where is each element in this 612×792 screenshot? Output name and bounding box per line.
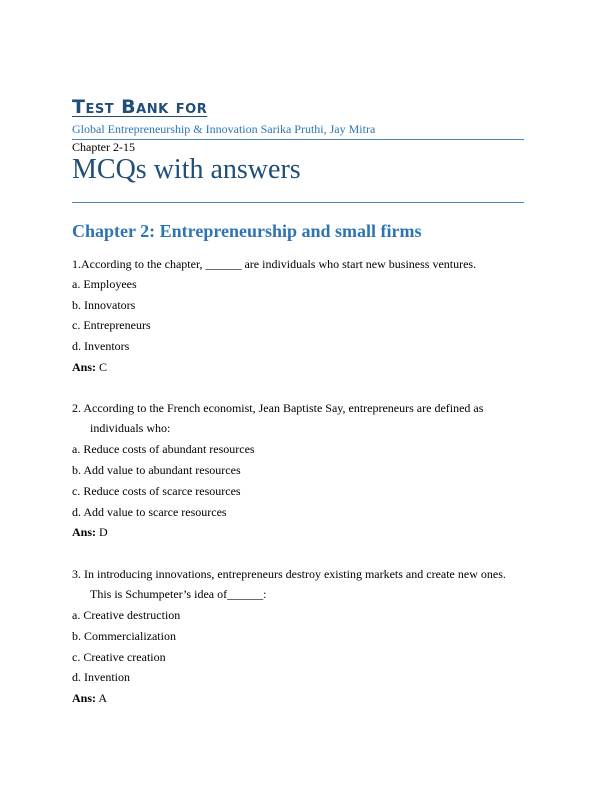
question-1-text: 1.According to the chapter, ______ are individuals who start new business ventures. [72, 257, 477, 271]
main-heading: MCQs with answers [72, 154, 301, 185]
question-1-option-c: c. Entrepreneurs [72, 318, 151, 332]
answer-value: C [99, 360, 108, 374]
heading-divider [72, 202, 524, 203]
document-title: Test Bank for [72, 96, 208, 118]
question-3-option-d: d. Invention [72, 670, 130, 684]
document-subtitle: Global Entrepreneurship & Innovation Sarika Pruthi, Jay Mitra [72, 122, 376, 136]
question-3-option-b: b. Commercialization [72, 629, 176, 643]
question-3-text-cont: This is Schumpeter’s idea of______: [90, 587, 267, 601]
chapter-range: Chapter 2-15 [72, 140, 135, 154]
answer-value: D [99, 525, 108, 539]
question-1-option-a: a. Employees [72, 277, 137, 291]
question-3-text: 3. In introducing innovations, entrepreneurs destroy existing markets and create new ones. [72, 567, 506, 581]
question-3-answer [72, 691, 107, 705]
question-2-option-c: c. Reduce costs of scarce resources [72, 484, 241, 498]
question-3-option-c: c. Creative creation [72, 650, 166, 664]
answer-value: A [98, 691, 108, 705]
question-3-option-a: a. Creative destruction [72, 608, 181, 622]
question-2-option-d: d. Add value to scarce resources [72, 505, 227, 519]
question-2-answer [72, 525, 108, 539]
question-1-answer [72, 360, 107, 374]
answer-label: Ans: [72, 691, 97, 705]
header-divider [72, 139, 524, 140]
question-1-option-b: b. Innovators [72, 298, 136, 312]
question-1-option-d: d. Inventors [72, 339, 130, 353]
question-2-option-b: b. Add value to abundant resources [72, 463, 241, 477]
question-2-option-a: a. Reduce costs of abundant resources [72, 442, 255, 456]
answer-label: Ans: [72, 525, 97, 539]
question-2-text: 2. According to the French economist, Jean Baptiste Say, entrepreneurs are defined as [72, 401, 484, 415]
chapter-heading: Chapter 2: Entrepreneurship and small firms [72, 221, 422, 241]
question-2-text-cont: individuals who: [90, 421, 171, 435]
answer-label: Ans: [72, 360, 97, 374]
